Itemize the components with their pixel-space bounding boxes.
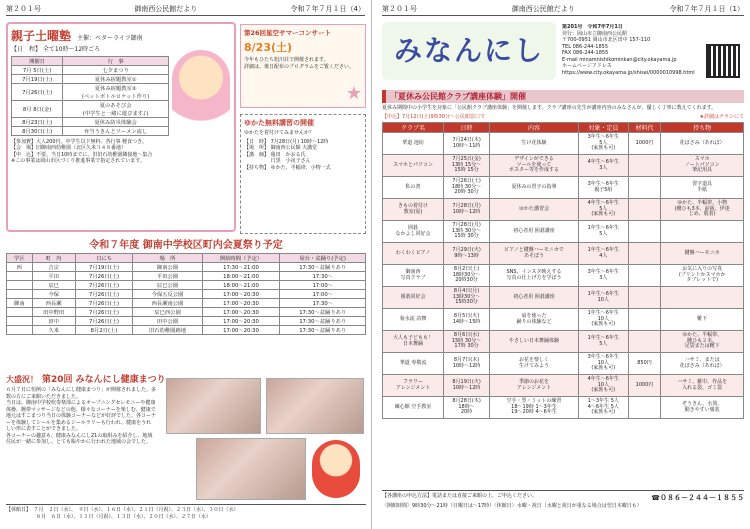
summer-title: 令和７年度 御南中学校区町内会夏祭り予定 (89, 240, 283, 251)
club-cell: 8月5日(火) 14時～15時 (444, 309, 490, 331)
club-cell: 1～3年生 5人 4～6年生 5人 (家族も可) (578, 397, 628, 419)
summer-cell: 辰巳西公園 (133, 308, 202, 317)
summer-cell: 17:30～盆踊りあり (280, 317, 366, 326)
summer-header: 町 内 (32, 254, 75, 263)
table-row (7, 317, 366, 326)
club-cell: お花を楽しく 生けてみよう (490, 353, 579, 375)
club-section (382, 90, 744, 480)
date-cell: 8月23日(土) (12, 117, 63, 126)
yukata-line: 日黒 小夜子さん (244, 158, 311, 164)
table-row (383, 155, 744, 177)
summer-cell: 西長瀬南公園 (133, 299, 202, 308)
club-cell: 4年生～6年生 10人 (家族も可) (578, 375, 628, 397)
masthead-title: みなんにし (393, 34, 544, 67)
info-line: E-mail minamnishikominkan@city.okayama.jp (562, 56, 677, 63)
club-cell: 3年生～6年生 5人 (家族も可) (578, 133, 628, 155)
club-cell: 8月19日(火) 10時～12時 (444, 375, 490, 397)
yamanobori-table (11, 56, 169, 136)
club-cell: 1年生～6年生 10人 (578, 287, 628, 309)
club-cell: 囲碁同好会 (383, 287, 444, 309)
table-row (12, 126, 169, 135)
newsletter-title: 御南西公民館だより (134, 5, 198, 13)
event-cell: 弁当うきんとソーメン流し (63, 126, 169, 135)
kenko-tag: 大盛況！ (6, 375, 38, 384)
club-cell: 空手・型・ミットの練習 18～19時 1～3年生 19～20時 4～6年生 (490, 397, 579, 419)
yukata-line: 【日 時】 7月28日(月) 10時～12時 (244, 138, 329, 145)
club-cell: 菊水流 詩舞 (383, 309, 444, 331)
table-row (383, 287, 744, 309)
club-cell: 初心者用 囲碁講座 (490, 221, 579, 243)
table-row (383, 133, 744, 155)
issue-number: 第２０１号 (382, 5, 417, 13)
club-cell: 鍵盤ハーモニカ (661, 243, 744, 265)
club-cell: 私の書 (383, 177, 444, 199)
event-cell: 夏休み防災体験会 (63, 117, 169, 126)
table-row (7, 281, 366, 290)
qr-code-icon (706, 44, 740, 78)
summer-cell: 御南公園 (133, 263, 202, 272)
info-line: https://www.city.okayama.jp/shisei/0000010998.html (562, 69, 695, 76)
summer-header: 屋台・盆踊り(予定) (280, 254, 366, 263)
date-cell: 7月26日(土) (12, 83, 63, 100)
event-photo-2 (266, 378, 364, 434)
club-cell: 4年生～6年生 3人 (578, 155, 628, 177)
club-cell: 1年生～6年生 4人 (578, 243, 628, 265)
info-line: FAX 086-244-1855 (562, 50, 609, 56)
event-cell: 七夕まつり (63, 65, 169, 74)
table-row (383, 375, 744, 397)
club-cell: 3年生～6年生 10人 (家族も可) (578, 353, 628, 375)
club-note: ★詳細はチラシにて (699, 113, 744, 120)
club-cell: スマホとパソコン (383, 155, 444, 177)
summer-cell: 西長瀬 (32, 299, 75, 308)
table-row (383, 265, 744, 287)
summer-cell: 8月2日(土) (75, 326, 133, 335)
summer-cell: 7月26日(土) (75, 317, 133, 326)
summer-cell: 17:30～盆踊りあり (280, 326, 366, 335)
table-row (383, 177, 744, 199)
club-cell: ぞうきん、水筒、 動きやすい服装 (661, 397, 744, 419)
table-row (12, 117, 169, 126)
club-cell: やさしい日本舞踊体験 (490, 331, 579, 353)
yukata-sub: ゆかたを着付けてみませんか？ (244, 130, 315, 136)
phone-number: ☎０８６－２４４－１８５５ (651, 494, 744, 502)
summer-cell: 平田公園 (133, 272, 202, 281)
club-cell (628, 221, 661, 243)
right-footer (382, 490, 744, 526)
event-photo-1 (166, 378, 261, 434)
summer-cell: 田中 (32, 317, 75, 326)
info-line: 第201号 令和7年7月1日 (562, 24, 623, 30)
club-cell: 7月28日(月) 10時～12時 (444, 199, 490, 221)
club-cell: ゆかた、半幅帯、 腰ひも２本、 足袋または靴下 (661, 331, 744, 353)
concert-title: 第26回星空サマーコンサート (244, 29, 332, 37)
club-cell: 3年生～6年生 親子5組 (578, 177, 628, 199)
kids-illustration (172, 50, 230, 142)
concert-section (240, 24, 366, 108)
summer-header: 場 所 (133, 254, 202, 263)
club-cell (628, 331, 661, 353)
table-row (7, 299, 366, 308)
table-row (383, 353, 744, 375)
summer-festival-section (6, 236, 366, 364)
club-cell: 7月29日(火) 9時～13時 (444, 243, 490, 265)
left-header (6, 4, 365, 16)
summer-cell: 17:30～盆踊りあり (280, 263, 366, 272)
yukata-title: ゆかた無料講習の開催 (244, 119, 314, 127)
concert-date: 8/23(土) (244, 41, 293, 54)
issue-date: 令和７年７月１日（4） (290, 5, 365, 13)
event-cell: 夏休み宿題教室① (63, 74, 169, 83)
yamanobori-notes: 【参加費】大人200円、中学生以下無料、各行事 軽食つき。 【会 場】旧御南西幼稚園（北区久米３４８番地） 【申 込】不要。当日10時までに、旧旧石幼稚園隣接地～集合 ※この事業は岡山市区づくり推進事業で指定されています。 (11, 138, 153, 165)
club-cell: 8月7日(木) 10時～12時 (444, 353, 490, 375)
date-cell: 7月19日(土) (12, 74, 63, 83)
summer-cell (7, 326, 33, 335)
club-table (382, 122, 744, 419)
club-cell (628, 397, 661, 419)
summer-cell: 田中公園 (133, 317, 202, 326)
club-cell: 8月28日(木) 18時～ 20時 (444, 397, 490, 419)
summer-cell: 今保 (32, 290, 75, 299)
issue-date: 令和７年７月１日（1） (669, 5, 744, 13)
summer-cell: 17:00～20:30 (202, 299, 280, 308)
summer-cell: 7月26日(土) (75, 281, 133, 290)
mascot-illustration (312, 440, 360, 498)
table-row (7, 326, 366, 335)
club-cell: 4年生～6年生 5人 (家族も可) (578, 199, 628, 221)
club-cell: 8月6日(水) 15時 30分～ 17時 30分 (444, 331, 490, 353)
yukata-line: 【持ち物】 ゆかた、半幅帯、小物一式 (244, 164, 331, 171)
right-header (382, 4, 744, 16)
col-date: 開催日 (12, 56, 63, 65)
club-cell (628, 265, 661, 287)
club-cell: きもの着付け 教室(夏) (383, 199, 444, 221)
info-line: 〒700-0951 岡山市北区田中 157-110 (562, 37, 651, 43)
left-page (0, 0, 372, 529)
summer-cell: 辰巳 (32, 281, 75, 290)
table-row (7, 290, 366, 299)
club-cell: 1000円 (628, 375, 661, 397)
info-line: 発行：岡山市立御南西公民館 (562, 30, 628, 37)
club-cell (628, 155, 661, 177)
summer-header: 学区 (7, 254, 33, 263)
club-cell: 初心者用 囲碁講座 (490, 287, 579, 309)
yukata-section (240, 114, 366, 234)
table-row (12, 65, 169, 74)
summer-header: 日にち (75, 254, 133, 263)
apply-method: 【各講座の申込方法】電話または直接ご来館の上、ご申込ください。 (382, 493, 538, 499)
summer-cell (7, 281, 33, 290)
club-cell: 夏休みの習字の指導 (490, 177, 579, 199)
table-row (12, 74, 169, 83)
summer-cell (7, 290, 33, 299)
club-cell (628, 287, 661, 309)
summer-header: 開始時間（予定） (202, 254, 280, 263)
summer-cell: 17:00～20:30 (202, 326, 280, 335)
club-cell: 1年生～6年生 5人 (578, 331, 628, 353)
summer-cell: 西 (7, 263, 33, 272)
summer-cell: 7月26日(土) (75, 272, 133, 281)
newsletter-title: 御南西公民館だより (511, 5, 575, 13)
event-cell: 夏のあそび会 (中学生と一緒に遊びます♪) (63, 100, 169, 117)
summer-cell (7, 308, 33, 317)
table-row (383, 199, 744, 221)
club-cell: 靴下 (661, 309, 744, 331)
club-cell: 1000円 (628, 133, 661, 155)
club-cell: 華道 池坊 (383, 133, 444, 155)
issue-number: 第２０１号 (6, 5, 41, 13)
club-cell: 花ばさみ（あれば） (661, 133, 744, 155)
summer-cell: 7月26日(土) (75, 308, 133, 317)
club-intro: 夏休み期間中の小学生を対象に「公民館クラブ講座体験」を開催します。クラブ講座の先生が講座内容のみなさんが、優しく丁寧に教えてくれます。 (382, 105, 717, 111)
date-cell: 8月 8日(金) (12, 100, 63, 117)
club-cell: ゆかた、半幅帯、小物 (腰ひも3本、前板、伊達 じめ、肌着) (661, 199, 744, 221)
table-row (12, 100, 169, 117)
club-cell: 8月4日(月) 13時30分～ 15時30分 (444, 287, 490, 309)
club-cell: 御南西 写真クラブ (383, 265, 444, 287)
masthead (382, 22, 556, 80)
kenko-section (6, 372, 366, 502)
summer-cell: 御南 (7, 299, 33, 308)
summer-cell: 久米 (32, 326, 75, 335)
table-row (383, 243, 744, 265)
club-header: クラブ名 (383, 123, 444, 133)
summer-table (6, 253, 366, 335)
summer-cell: 田中野田 (32, 308, 75, 317)
concert-text: 今年もひたち旭川荘で開催されます。 詳細は、後日配布のプログラムをご覧ください。 (244, 57, 354, 70)
opening-hours: 〈開館時間〉9時30分～21時（日曜日は～17時）〈休館日〉水曜・祝日（水曜と祝日が重なる場合は翌日木曜日も） (382, 503, 642, 509)
club-cell: 囲碁 なかよし同好会 (383, 221, 444, 243)
yukata-details (244, 139, 362, 172)
club-cell: 習字道具 半紙 (661, 177, 744, 199)
club-cell (661, 287, 744, 309)
club-cell (628, 309, 661, 331)
club-cell: 850円 (628, 353, 661, 375)
club-title: 「夏休み公民館クラブ講座体験」開催 (382, 90, 744, 103)
summer-cell: 17:00～20:30 (202, 308, 280, 317)
table-row (7, 263, 366, 272)
club-cell: 扇を使った 踊りの体験など (490, 309, 579, 331)
event-photo-3 (196, 438, 306, 500)
summer-cell: 7月19日(土) (75, 263, 133, 272)
club-cell: 7月28日(月) 13時 30分～ 15時 30分 (444, 221, 490, 243)
summer-cell: 18:00～21:00 (202, 281, 280, 290)
summer-cell: 旧石幼稚園跡地 (133, 326, 202, 335)
club-cell (628, 243, 661, 265)
summer-cell: 辰巳公園 (133, 281, 202, 290)
publisher-info (562, 24, 702, 82)
club-header: 内容 (490, 123, 579, 133)
date-cell: 7月 5日(土) (12, 65, 63, 74)
club-cell: 3年生～6年生 3人 (578, 265, 628, 287)
club-cell: お気に入りの写真 (プリントかスマホか タブレットで) (661, 265, 744, 287)
club-apply: 【申込】7月12日(土)9時30分～公民館窓口で (382, 113, 485, 120)
yamanobori-section (6, 22, 236, 232)
table-row (7, 308, 366, 317)
col-event: 行 事 (63, 56, 169, 65)
summer-cell: 18:00～21:00 (202, 272, 280, 281)
event-cell: 夏休み宿題教室② (ペットボトルロケット作り) (63, 83, 169, 100)
summer-cell: 17:30～盆踊りあり (280, 308, 366, 317)
date-cell: 8月30日(土) (12, 126, 63, 135)
summer-cell: 17:00～20:30 (202, 317, 280, 326)
summer-cell: 7月26日(土) (75, 299, 133, 308)
club-cell: 1年生～6年生 10人 (家族も可) (578, 309, 628, 331)
summer-cell: 平田 (32, 272, 75, 281)
club-cell: SNS、インスタ映えする 写真の仕上げ方を学ぼう (490, 265, 579, 287)
info-line: TEL 086-244-1855 (562, 43, 609, 50)
club-cell (628, 199, 661, 221)
club-cell: 生け花体験 (490, 133, 579, 155)
club-cell (628, 177, 661, 199)
summer-cell: 17:00～ (280, 281, 366, 290)
summer-cell: 17:30～21:00 (202, 263, 280, 272)
yukata-line: 【場 所】 御南西公民館 大講堂 (244, 145, 318, 151)
club-header: 対象・定員 (578, 123, 628, 133)
star-icon: ★ (345, 83, 362, 104)
club-cell: 7月25日(金) 13時 15分～ 15時 15分 (444, 155, 490, 177)
table-row (383, 397, 744, 419)
club-cell: わくわくピアノ (383, 243, 444, 265)
yamanobori-when: 【日 程】 全て10時～12時ごろ (11, 46, 101, 53)
summer-cell: 17:30～ (280, 299, 366, 308)
table-row (383, 221, 744, 243)
club-cell: ハサミ、雑巾、作品を 入れる袋、ゴミ袋 (661, 375, 744, 397)
club-cell (661, 221, 744, 243)
yukata-line: 【講 師】 亀田 かおる氏 (244, 151, 306, 158)
yamanobori-org: 主催：ベターライフ御南 (77, 35, 143, 42)
club-header: 持ち物 (661, 123, 744, 133)
yamanobori-title: 親子土曜塾 (11, 29, 72, 43)
summer-cell: 17:30～ (280, 272, 366, 281)
summer-cell: 吉宗 (32, 263, 75, 272)
summer-cell: 7月26日(土) (75, 290, 133, 299)
closed-days: 【休館日】 ７月 ２日（水）、 ９日（水）、１６日（水）、２１日（月祝）、２３日（水）、３０日（水） ８月 ６日（水）、１１日（月祝）、１３日（水）、２０日（水）、２７日（水） (6, 504, 366, 526)
club-cell: 7月26日(土) 18時 30分～ 20時 30分 (444, 177, 490, 199)
right-page (376, 0, 750, 529)
table-row (383, 309, 744, 331)
club-cell: ゆかた講習会 (490, 199, 579, 221)
kenko-title: 第20回 みなんにし健康まつり (42, 375, 166, 385)
club-cell: 練心館 空手教室 (383, 397, 444, 419)
club-cell: 大人も子どもも！ 日本舞踊 (383, 331, 444, 353)
summer-cell (7, 317, 33, 326)
club-cell: ピアノと鍵盤ハーモニカで あそぼう (490, 243, 579, 265)
summer-cell: 17:00～20:30 (202, 290, 280, 299)
summer-cell: 今保五反公園 (133, 290, 202, 299)
table-row (383, 331, 744, 353)
club-cell: 8月2日(土) 18時30分～ 20時30分 (444, 265, 490, 287)
table-row (7, 272, 366, 281)
club-cell: ハサミ、または 花ばさみ（あれば） (661, 353, 744, 375)
club-cell: 7月24日(木) 10時～11時 (444, 133, 490, 155)
club-cell: 1年生～6年生 5人 (578, 221, 628, 243)
club-cell: フラワー アレンジメント (383, 375, 444, 397)
club-cell: デザインができる ツールを使って ポスター等を作成する (490, 155, 579, 177)
club-cell: 華道 専敬流 (383, 353, 444, 375)
kenko-text: ６月７日に恒例の「みなんにし健康まつり」が開催されました。多数の方にご来館いただきました。 当日は、御南中学校吹奏楽部によるオープニングセレモニーや健康体操、腕帯マッサージなどの他、様々なコーナーを楽しむ、健康で地元はすこまつり当日の体験コーナーなどが好評でした。各コーナーを体験してシールを集めるシールラリーも行われ、健康をうれしい形に表すことができました。 各コーナーの趣意も、健康みなんにし21の取組みを紹介し、地域住民が一緒に参加し、とても賑やかに行われた地域の会でした。 (6, 387, 157, 445)
summer-cell (7, 272, 33, 281)
club-header: 材料代 (628, 123, 661, 133)
table-row (12, 83, 169, 100)
summer-cell: 17:00～ (280, 290, 366, 299)
club-cell: 季節のお花を アレンジメント (490, 375, 579, 397)
club-header: 日時 (444, 123, 490, 133)
info-line: ホームページアドレス (562, 63, 612, 69)
club-cell: スマホ ノートパソコン 筆記用具 (661, 155, 744, 177)
